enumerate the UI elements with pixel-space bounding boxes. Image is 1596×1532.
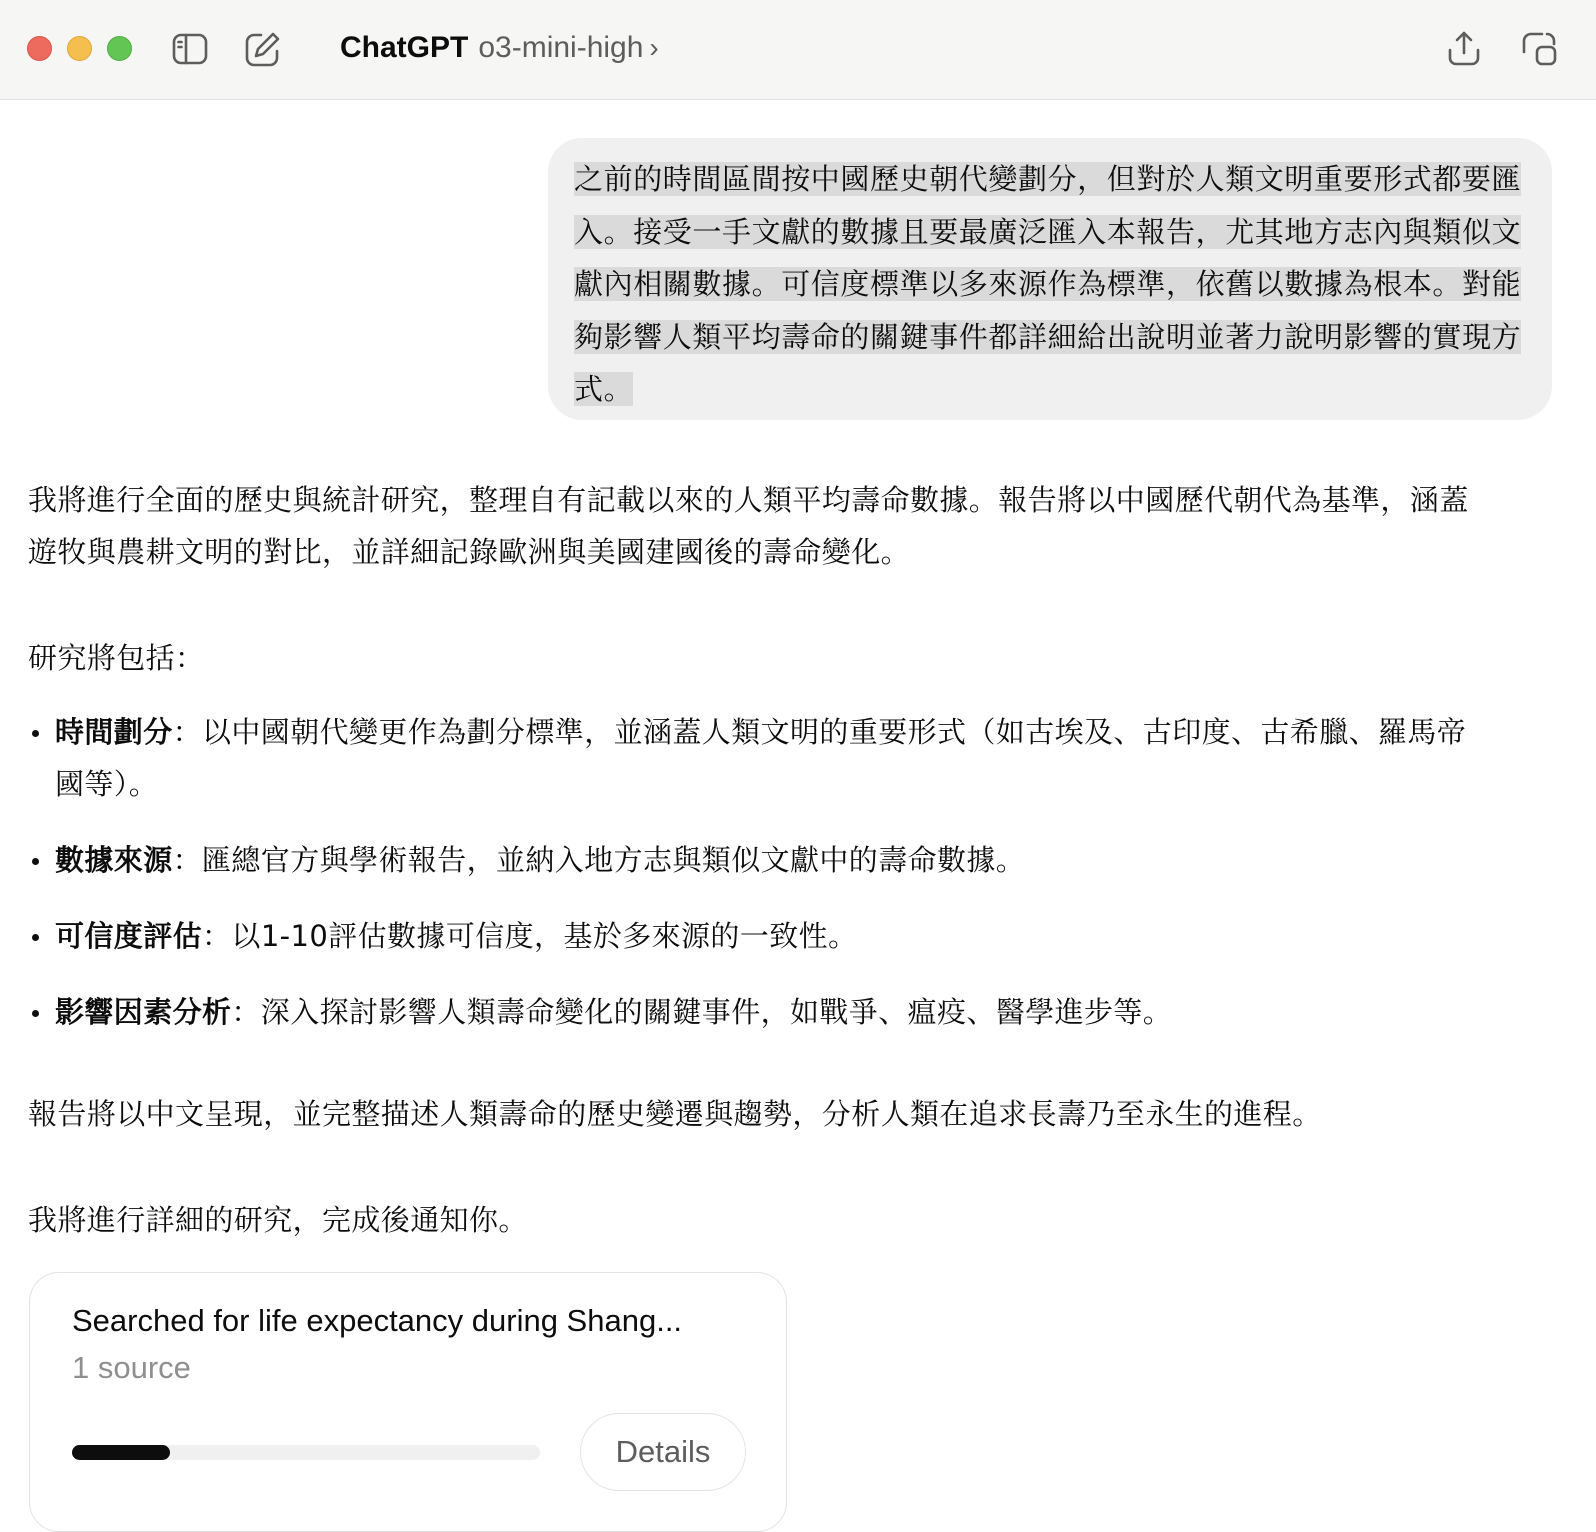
model-name: o3-mini-high	[478, 31, 644, 64]
share-icon[interactable]	[1445, 30, 1483, 68]
copy-window-icon[interactable]	[1520, 30, 1558, 68]
zoom-window-button[interactable]	[107, 36, 132, 61]
list-item-label: 數據來源	[55, 843, 173, 877]
minimize-window-button[interactable]	[67, 36, 92, 61]
model-selector[interactable]	[340, 28, 659, 68]
list-item-text: ：匯總官方與學術報告，並納入地方志與類似文獻中的壽命數據。	[172, 843, 1026, 877]
list-item-label: 可信度評估	[55, 919, 203, 953]
list-heading: 研究將包括：	[28, 641, 205, 675]
progress-fill	[72, 1445, 170, 1460]
research-scope-list	[28, 706, 1488, 1038]
closing-paragraph: 我將進行詳細的研究，完成後通知你。	[28, 1203, 528, 1237]
research-progress-card[interactable]	[29, 1272, 787, 1532]
list-item	[28, 986, 1488, 1038]
new-chat-icon[interactable]	[244, 30, 282, 68]
assistant-intro: 我將進行全面的歷史與統計研究，整理自有記載以來的人類平均壽命數據。報告將以中國歷代朝代為基準，涵蓋遊牧與農耕文明的對比，並詳細記錄歐洲與美國建國後的壽命變化。	[28, 483, 1469, 569]
research-card-title: Searched for life expectancy during Shang...	[72, 1303, 683, 1338]
user-message-bubble	[548, 138, 1552, 420]
list-item	[28, 910, 1488, 962]
list-item	[28, 706, 1488, 810]
list-item-label: 影響因素分析	[55, 995, 232, 1029]
source-count: 1 source	[72, 1350, 191, 1385]
progress-bar	[72, 1445, 540, 1460]
chevron-right-icon: ›	[649, 32, 659, 63]
list-item-text: ：以1-10評估數據可信度，基於多來源的一致性。	[202, 919, 858, 953]
list-item-text: ：以中國朝代變更作為劃分標準，並涵蓋人類文明的重要形式（如古埃及、古印度、古希臘、羅馬帝國等）。	[55, 715, 1467, 801]
assistant-message	[28, 474, 1488, 1246]
user-message-text: 之前的時間區間按中國歷史朝代變劃分，但對於人類文明重要形式都要匯入。接受一手文獻的數據且要最廣泛匯入本報告，尤其地方志內與類似文獻內相關數據。可信度標準以多來源作為標準，依舊以數據為根本。對能夠影響人類平均壽命的關鍵事件都詳細給出說明並著力說明影響的實現方式。	[574, 162, 1522, 406]
sidebar-toggle-icon[interactable]	[171, 30, 209, 68]
closing-paragraph: 報告將以中文呈現，並完整描述人類壽命的歷史變遷與趨勢，分析人類在追求長壽乃至永生的進程。	[28, 1097, 1322, 1131]
list-item	[28, 834, 1488, 886]
list-item-label: 時間劃分	[55, 715, 173, 749]
list-item-text: ：深入探討影響人類壽命變化的關鍵事件，如戰爭、瘟疫、醫學進步等。	[231, 995, 1173, 1029]
close-window-button[interactable]	[27, 36, 52, 61]
title-bar	[0, 0, 1596, 100]
app-title: ChatGPT	[340, 31, 469, 64]
details-button[interactable]: Details	[580, 1413, 746, 1491]
